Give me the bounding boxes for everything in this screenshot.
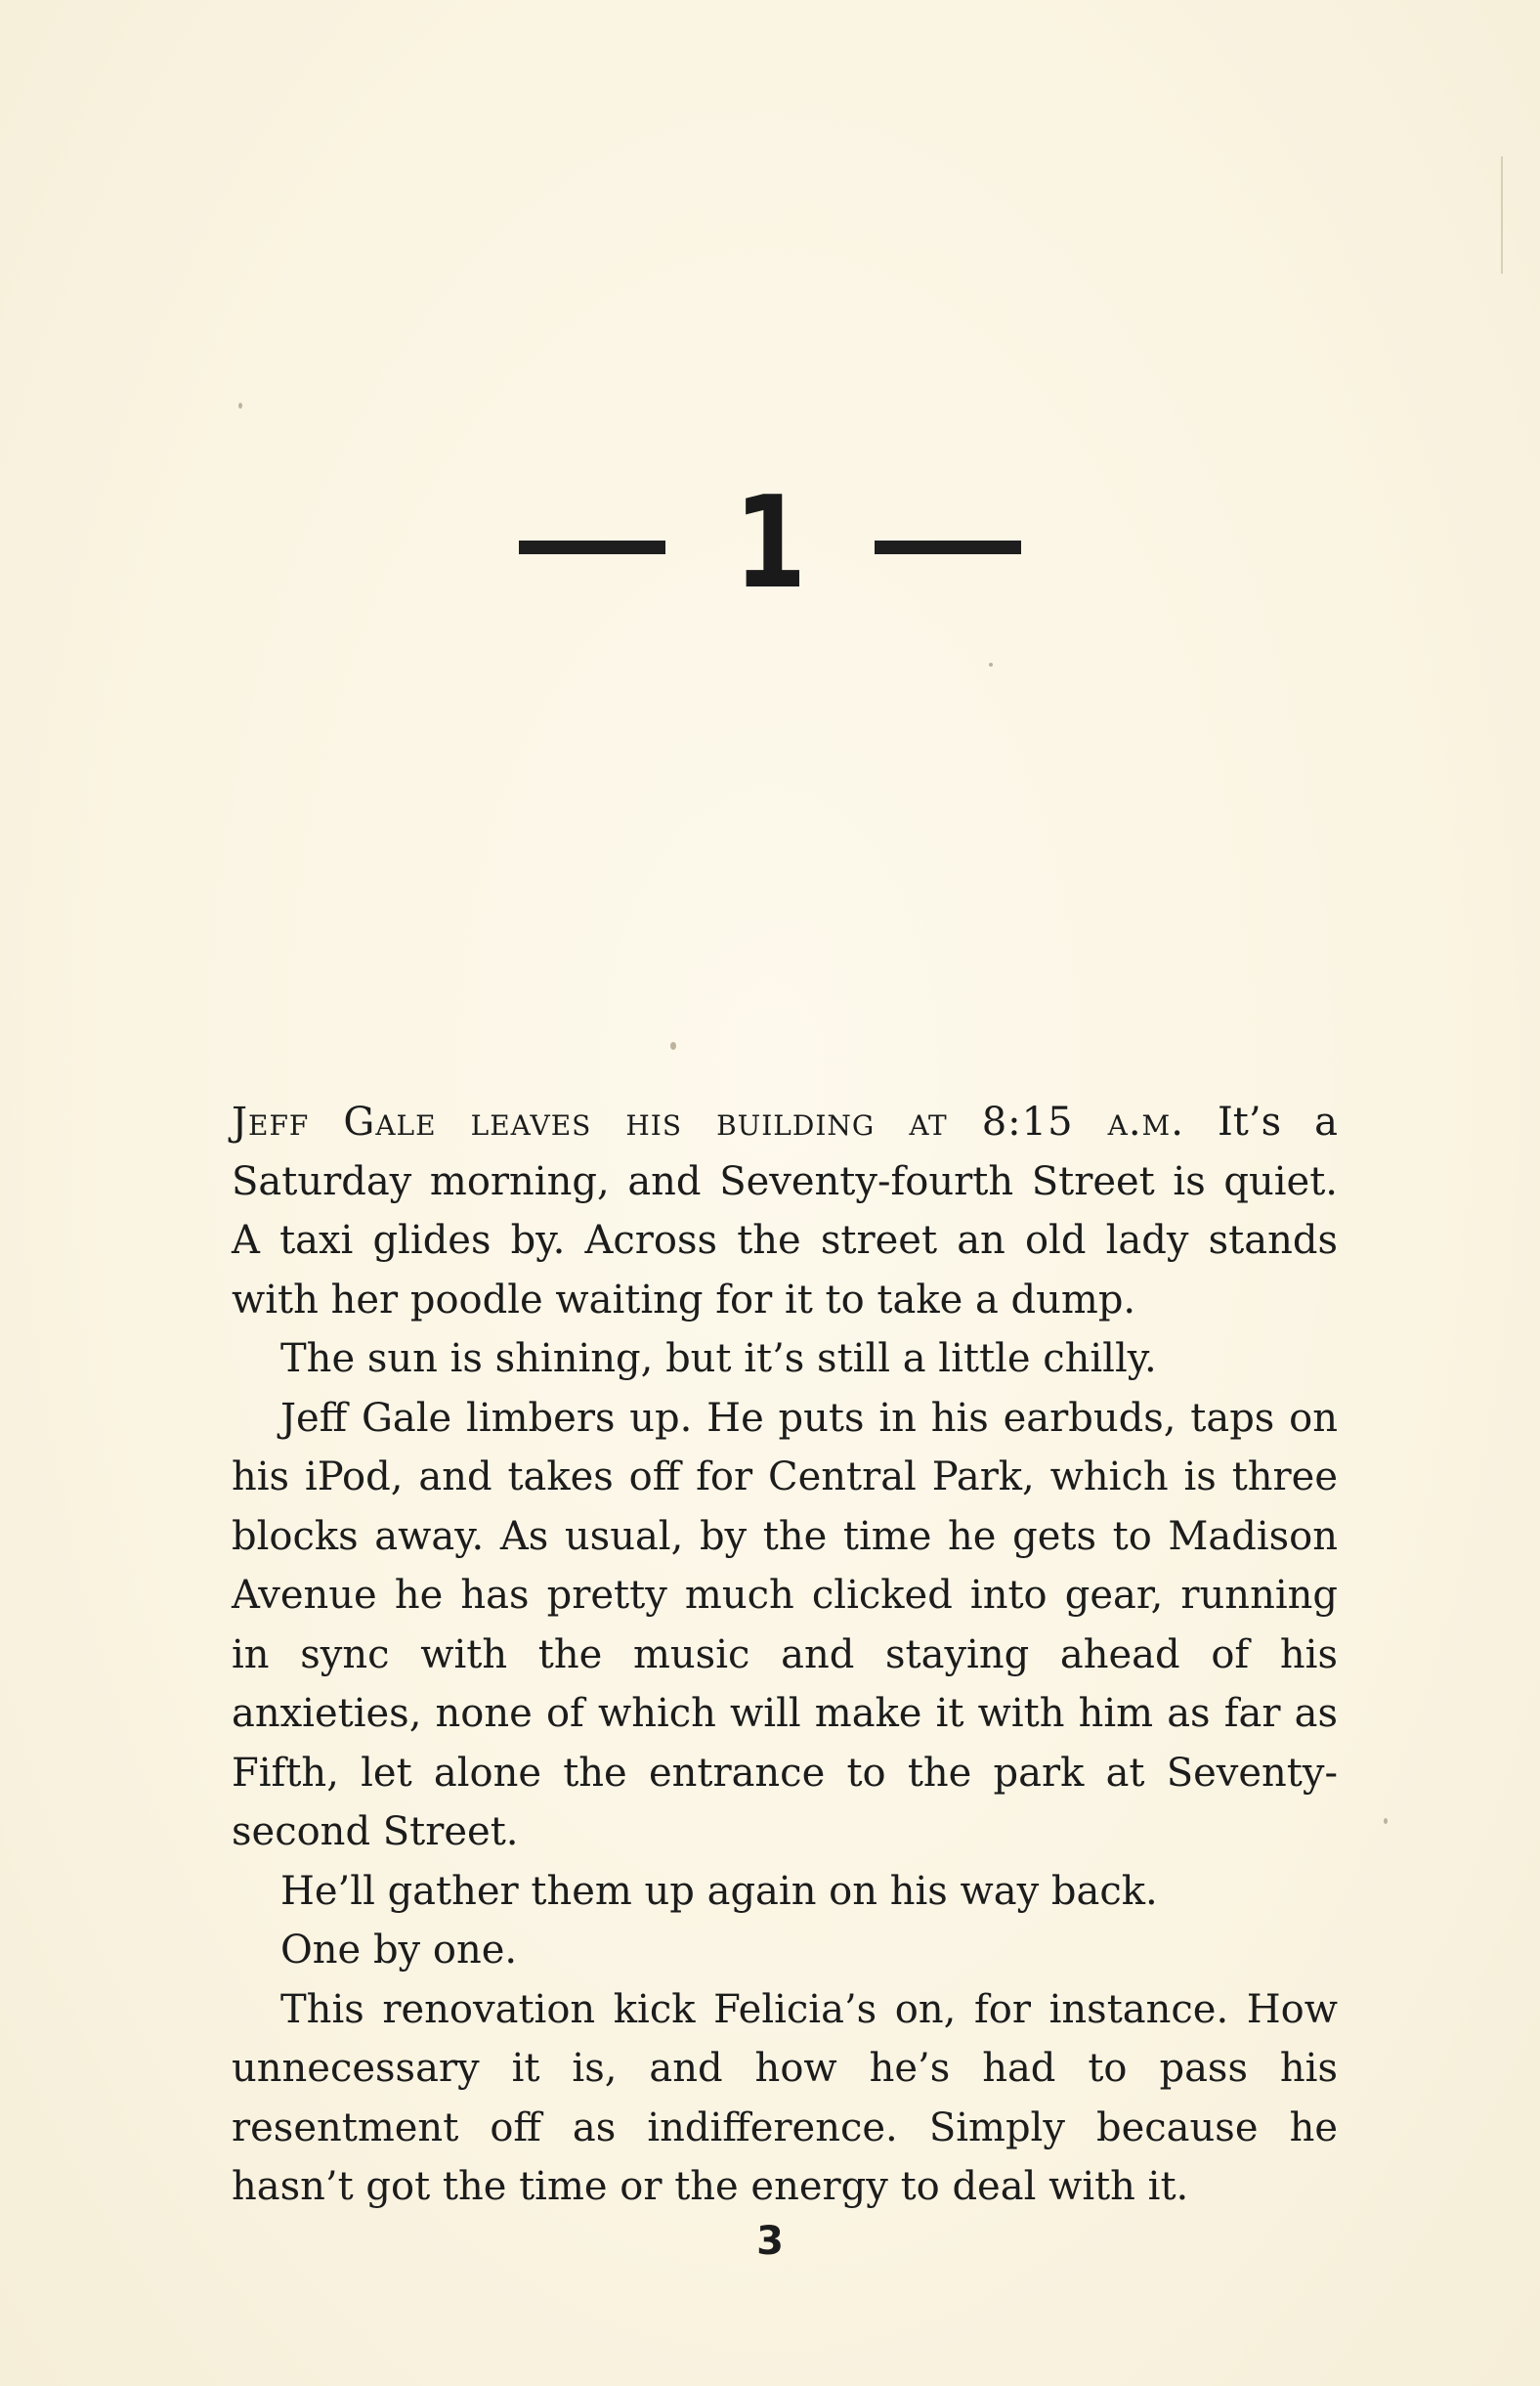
chapter-number: 1 — [733, 468, 807, 617]
paragraph: This renovation kick Felicia’s on, for instance. How unnecessary it is, and how he’s had to pass his resentment off as indifference. Simply because he hasn’t got the time or the energy to deal with it. — [232, 1986, 1338, 2209]
paragraph: He’ll gather them up again on his way back. — [280, 1868, 1158, 1914]
page-number: 3 — [756, 2219, 784, 2264]
chapter-dash-right — [875, 541, 1021, 554]
paragraph: The sun is shining, but it’s still a little chilly. — [280, 1336, 1157, 1381]
paragraph-text: It’s a Saturday morning, and Seventy-fourth Street is quiet. A taxi glides by. Across the street an old lady stands with her poodle waiting for it to take a dump. — [232, 1100, 1338, 1323]
paragraph — [232, 1093, 1338, 1329]
page-speck — [1384, 1818, 1388, 1824]
page-speck — [989, 663, 993, 667]
page-edge-mark — [1501, 156, 1503, 274]
page-speck — [238, 403, 242, 409]
chapter-body — [232, 1093, 1338, 2217]
paragraph: Jeff Gale limbers up. He puts in his earbuds, taps on his iPod, and takes off for Central Park, which is three blocks away. As usual, by the time he gets to Madison Avenue he has pretty much clicked into gear, running in sync with the music and staying ahead of his anxieties, none of which will make it with him as far as Fifth, let alone the entrance to the park at Seventy-second Street. — [232, 1395, 1338, 1854]
page-speck — [670, 1042, 676, 1050]
lead-in: Jeff Gale leaves his building at 8:15 a.m. — [232, 1100, 1184, 1145]
chapter-dash-left — [519, 541, 665, 554]
chapter-heading — [0, 459, 1540, 626]
paragraph: One by one. — [280, 1928, 518, 1973]
